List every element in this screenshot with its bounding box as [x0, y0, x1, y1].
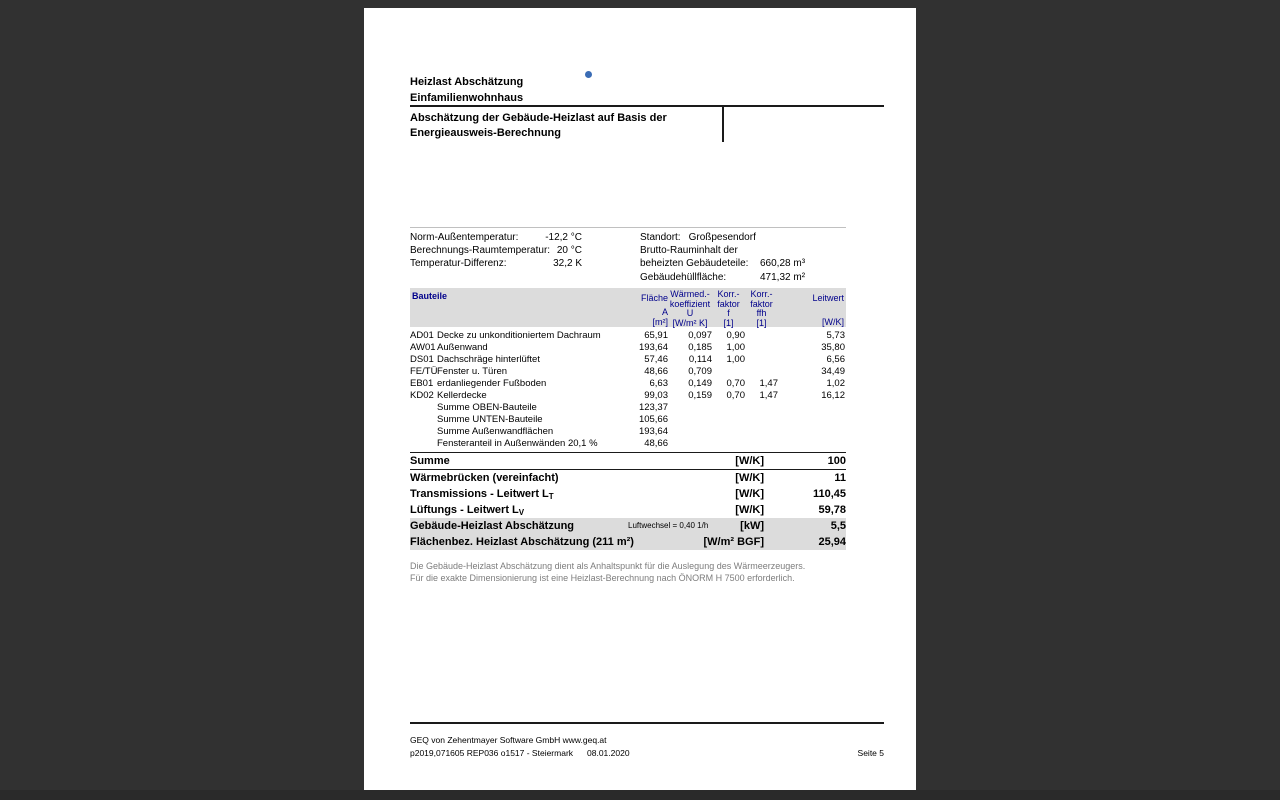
- result-unit: [kW]: [740, 520, 764, 532]
- page-footer: [410, 734, 884, 760]
- header-divider: [410, 105, 884, 107]
- row-u: 0,114: [688, 354, 712, 365]
- param-value: 20 °C: [556, 245, 582, 257]
- header-f-unit: [1]: [723, 317, 734, 328]
- param-label: Temperatur-Differenz:: [410, 258, 507, 270]
- brutto-value: 660,28 m³: [760, 258, 806, 270]
- result-unit: [W/K]: [735, 472, 764, 484]
- parameters-left-column: [410, 231, 582, 271]
- header-col-f: [712, 290, 745, 327]
- document-subtitle-line1: Abschätzung der Gebäude-Heizlast auf Basis der: [410, 112, 667, 124]
- subscript-V: V: [518, 507, 525, 517]
- result-row-waermebruecken: [410, 470, 846, 486]
- row-id: KD02: [410, 390, 434, 401]
- row-ffh: [745, 366, 778, 378]
- header-leitwert-unit: [W/K]: [822, 316, 844, 327]
- components-table-header: [410, 288, 846, 327]
- standort-label: Standort:: [640, 232, 681, 243]
- result-row-transmission: [410, 486, 846, 502]
- result-row-flaechenbez: [410, 534, 846, 550]
- disclaimer-line1: Die Gebäude-Heizlast Abschätzung dient als Anhaltspunkt für die Auslegung des Wärmeerzeugers.: [410, 561, 806, 571]
- result-label: Flächenbez. Heizlast Abschätzung (211 m²): [410, 536, 634, 548]
- luftwechsel-note: Luftwechsel = 0,40 1/h: [628, 521, 709, 530]
- result-value: 5,5: [830, 520, 846, 532]
- results-section: [410, 470, 846, 550]
- footer-project-id: p2019,071605 REP036 o1517 - Steiermark: [410, 748, 574, 758]
- row-name: Kellerdecke: [437, 390, 487, 401]
- row-id: AW01: [410, 342, 436, 353]
- row-name: Fenster u. Türen: [437, 366, 508, 377]
- footer-row2: [410, 747, 884, 760]
- param-row-standort: [640, 231, 870, 244]
- summe-unit: [W/K]: [735, 455, 764, 467]
- row-id: DS01: [410, 354, 434, 365]
- footer-divider: [410, 722, 884, 724]
- document-subtitle: [410, 111, 667, 141]
- param-label: Berechnungs-Raumtemperatur:: [410, 245, 551, 257]
- brutto-label-line2: beheizten Gebäudeteile:: [640, 258, 749, 270]
- subtotal-row: [410, 402, 846, 414]
- result-unit: [W/m² BGF]: [703, 536, 764, 548]
- table-row: [410, 342, 846, 354]
- row-f: 0,70: [726, 378, 745, 389]
- header-f-symbol: f: [727, 308, 730, 318]
- header-leitwert-title: Leitwert: [812, 293, 844, 304]
- subscript-T: T: [548, 491, 554, 501]
- param-label: Norm-Außentemperatur:: [410, 232, 519, 243]
- row-f: 1,00: [726, 342, 745, 353]
- param-value: 32,2 K: [553, 258, 582, 270]
- table-row: [410, 330, 846, 342]
- row-leitwert: 34,49: [821, 366, 845, 377]
- row-ffh: [745, 330, 778, 342]
- subtotals-section: [410, 402, 846, 450]
- row-ffh: [745, 342, 778, 354]
- header-flaeche-title: Fläche: [640, 293, 668, 304]
- document-title-line2: Einfamilienwohnhaus: [410, 91, 524, 104]
- row-area: 48,66: [644, 366, 668, 377]
- row-area: 65,91: [644, 330, 668, 341]
- blue-dot-marker-icon: [585, 71, 592, 78]
- components-table: [410, 288, 846, 470]
- header-col-bauteile: [410, 290, 627, 327]
- result-label: Transmissions - Leitwert $L_T$: [410, 487, 554, 501]
- row-name: erdanliegender Fußboden: [437, 378, 547, 389]
- subtotal-label: Summe UNTEN-Bauteile: [437, 414, 543, 425]
- huelle-label: Gebäudehüllfläche:: [640, 271, 727, 283]
- table-row: [410, 366, 846, 378]
- param-value: -12,2 °C: [545, 232, 582, 243]
- header-f-title2: faktor: [717, 298, 740, 309]
- viewer-bottom-strip: [0, 790, 1280, 800]
- result-value: 25,94: [818, 536, 846, 548]
- subtotal-value: 105,66: [638, 414, 668, 425]
- row-ffh: [745, 354, 778, 366]
- param-row-huelle: [640, 271, 870, 284]
- header-col-flaeche: [627, 290, 668, 327]
- subtotal-row: [410, 426, 846, 438]
- header-col-ffh: [745, 290, 778, 327]
- document-title: [410, 75, 523, 106]
- row-leitwert: 1,02: [826, 378, 845, 389]
- header-ffh-title1: Korr.-: [750, 289, 773, 299]
- footer-company: GEQ von Zehentmayer Software GmbH www.geq.at: [410, 735, 607, 745]
- header-f-title1: Korr.-: [717, 289, 740, 299]
- standort-value: Großpesendorf: [688, 232, 756, 243]
- header-bauteile-label: Bauteile: [412, 291, 448, 301]
- result-row-lueftung: [410, 502, 846, 518]
- param-row-brutto2: [640, 257, 870, 270]
- header-u-title1: Wärmed.-: [670, 289, 710, 299]
- row-area: 99,03: [644, 390, 668, 401]
- document-subtitle-line2: Energieausweis-Berechnung: [410, 127, 561, 139]
- brutto-label-line1: Brutto-Rauminhalt der: [640, 245, 738, 257]
- param-row: [410, 244, 582, 257]
- footer-date: 08.01.2020: [587, 748, 630, 758]
- param-row-brutto1: [640, 244, 870, 257]
- row-leitwert: 5,73: [826, 330, 845, 341]
- row-f: 0,70: [726, 390, 745, 401]
- header-col-u: [668, 290, 712, 327]
- subtitle-vertical-divider: [722, 107, 724, 142]
- parameters-right-column: [640, 231, 870, 284]
- huelle-value: 471,32 m²: [760, 271, 806, 283]
- row-u: 0,097: [688, 330, 712, 341]
- params-top-rule: [410, 227, 846, 228]
- header-u-title2: koeffizient: [669, 298, 711, 309]
- row-ffh: 1,47: [759, 378, 778, 389]
- row-area: 6,63: [649, 378, 668, 389]
- param-row: [410, 257, 582, 270]
- row-id: FE/TÜ: [410, 366, 438, 377]
- header-u-symbol: U: [686, 308, 694, 318]
- result-value: 110,45: [812, 488, 846, 500]
- row-leitwert: 16,12: [821, 390, 845, 401]
- result-unit: [W/K]: [735, 504, 764, 516]
- row-name: Außenwand: [437, 342, 488, 353]
- subtotal-label: Fensteranteil in Außenwänden 20,1 %: [437, 438, 598, 449]
- subtotal-row: [410, 438, 846, 450]
- header-col-leitwert: [778, 290, 845, 327]
- row-area: 193,64: [638, 342, 668, 353]
- row-id: EB01: [410, 378, 434, 389]
- result-label: Gebäude-Heizlast Abschätzung: [410, 520, 575, 532]
- row-ffh: 1,47: [759, 390, 778, 401]
- subtotal-value: 48,66: [644, 438, 668, 449]
- components-table-body: [410, 330, 846, 402]
- header-flaeche-unit: [m²]: [652, 316, 668, 327]
- row-f: [712, 366, 745, 378]
- summe-value: 100: [827, 455, 846, 467]
- header-ffh-unit: [1]: [756, 317, 767, 328]
- subtotal-row: [410, 414, 846, 426]
- subtotal-label: Summe Außenwandflächen: [437, 426, 554, 437]
- document-title-line1: Heizlast Abschätzung: [410, 76, 524, 88]
- row-u: 0,709: [688, 366, 712, 377]
- result-value: 11: [834, 472, 846, 484]
- row-f: 1,00: [726, 354, 745, 365]
- disclaimer-text: [410, 560, 884, 584]
- result-row-heizlast: [410, 518, 846, 534]
- row-f: 0,90: [726, 330, 745, 341]
- summe-label: Summe: [410, 455, 450, 467]
- page-number: Seite 5: [857, 748, 884, 758]
- document-page: [364, 8, 916, 790]
- table-row: [410, 378, 846, 390]
- row-area: 57,46: [644, 354, 668, 365]
- result-unit: [W/K]: [735, 488, 764, 500]
- result-label: Lüftungs - Leitwert $L_V$: [410, 503, 525, 517]
- param-row: [410, 231, 582, 244]
- row-u: 0,159: [688, 390, 712, 401]
- row-u: 0,185: [688, 342, 712, 353]
- header-u-unit: [W/m² K]: [672, 317, 708, 328]
- table-row: [410, 390, 846, 402]
- row-id: AD01: [410, 330, 434, 341]
- row-leitwert: 35,80: [821, 342, 845, 353]
- disclaimer-line2: Für die exakte Dimensionierung ist eine Heizlast-Berechnung nach ÖNORM H 7500 erforderlich.: [410, 573, 795, 583]
- header-flaeche-symbol: A: [661, 307, 668, 317]
- header-ffh-symbol: ffh: [756, 308, 767, 318]
- subtotal-value: 123,37: [638, 402, 668, 413]
- summe-total-row: [410, 452, 846, 470]
- result-value: 59,78: [818, 504, 846, 516]
- table-row: [410, 354, 846, 366]
- row-u: 0,149: [688, 378, 712, 389]
- row-name: Decke zu unkonditioniertem Dachraum: [437, 330, 601, 341]
- result-label: Wärmebrücken (vereinfacht): [410, 472, 559, 484]
- row-name: Dachschräge hinterlüftet: [437, 354, 540, 365]
- subtotal-value: 193,64: [638, 426, 668, 437]
- row-leitwert: 6,56: [826, 354, 845, 365]
- subtotal-label: Summe OBEN-Bauteile: [437, 402, 537, 413]
- header-ffh-title2: faktor: [750, 298, 773, 309]
